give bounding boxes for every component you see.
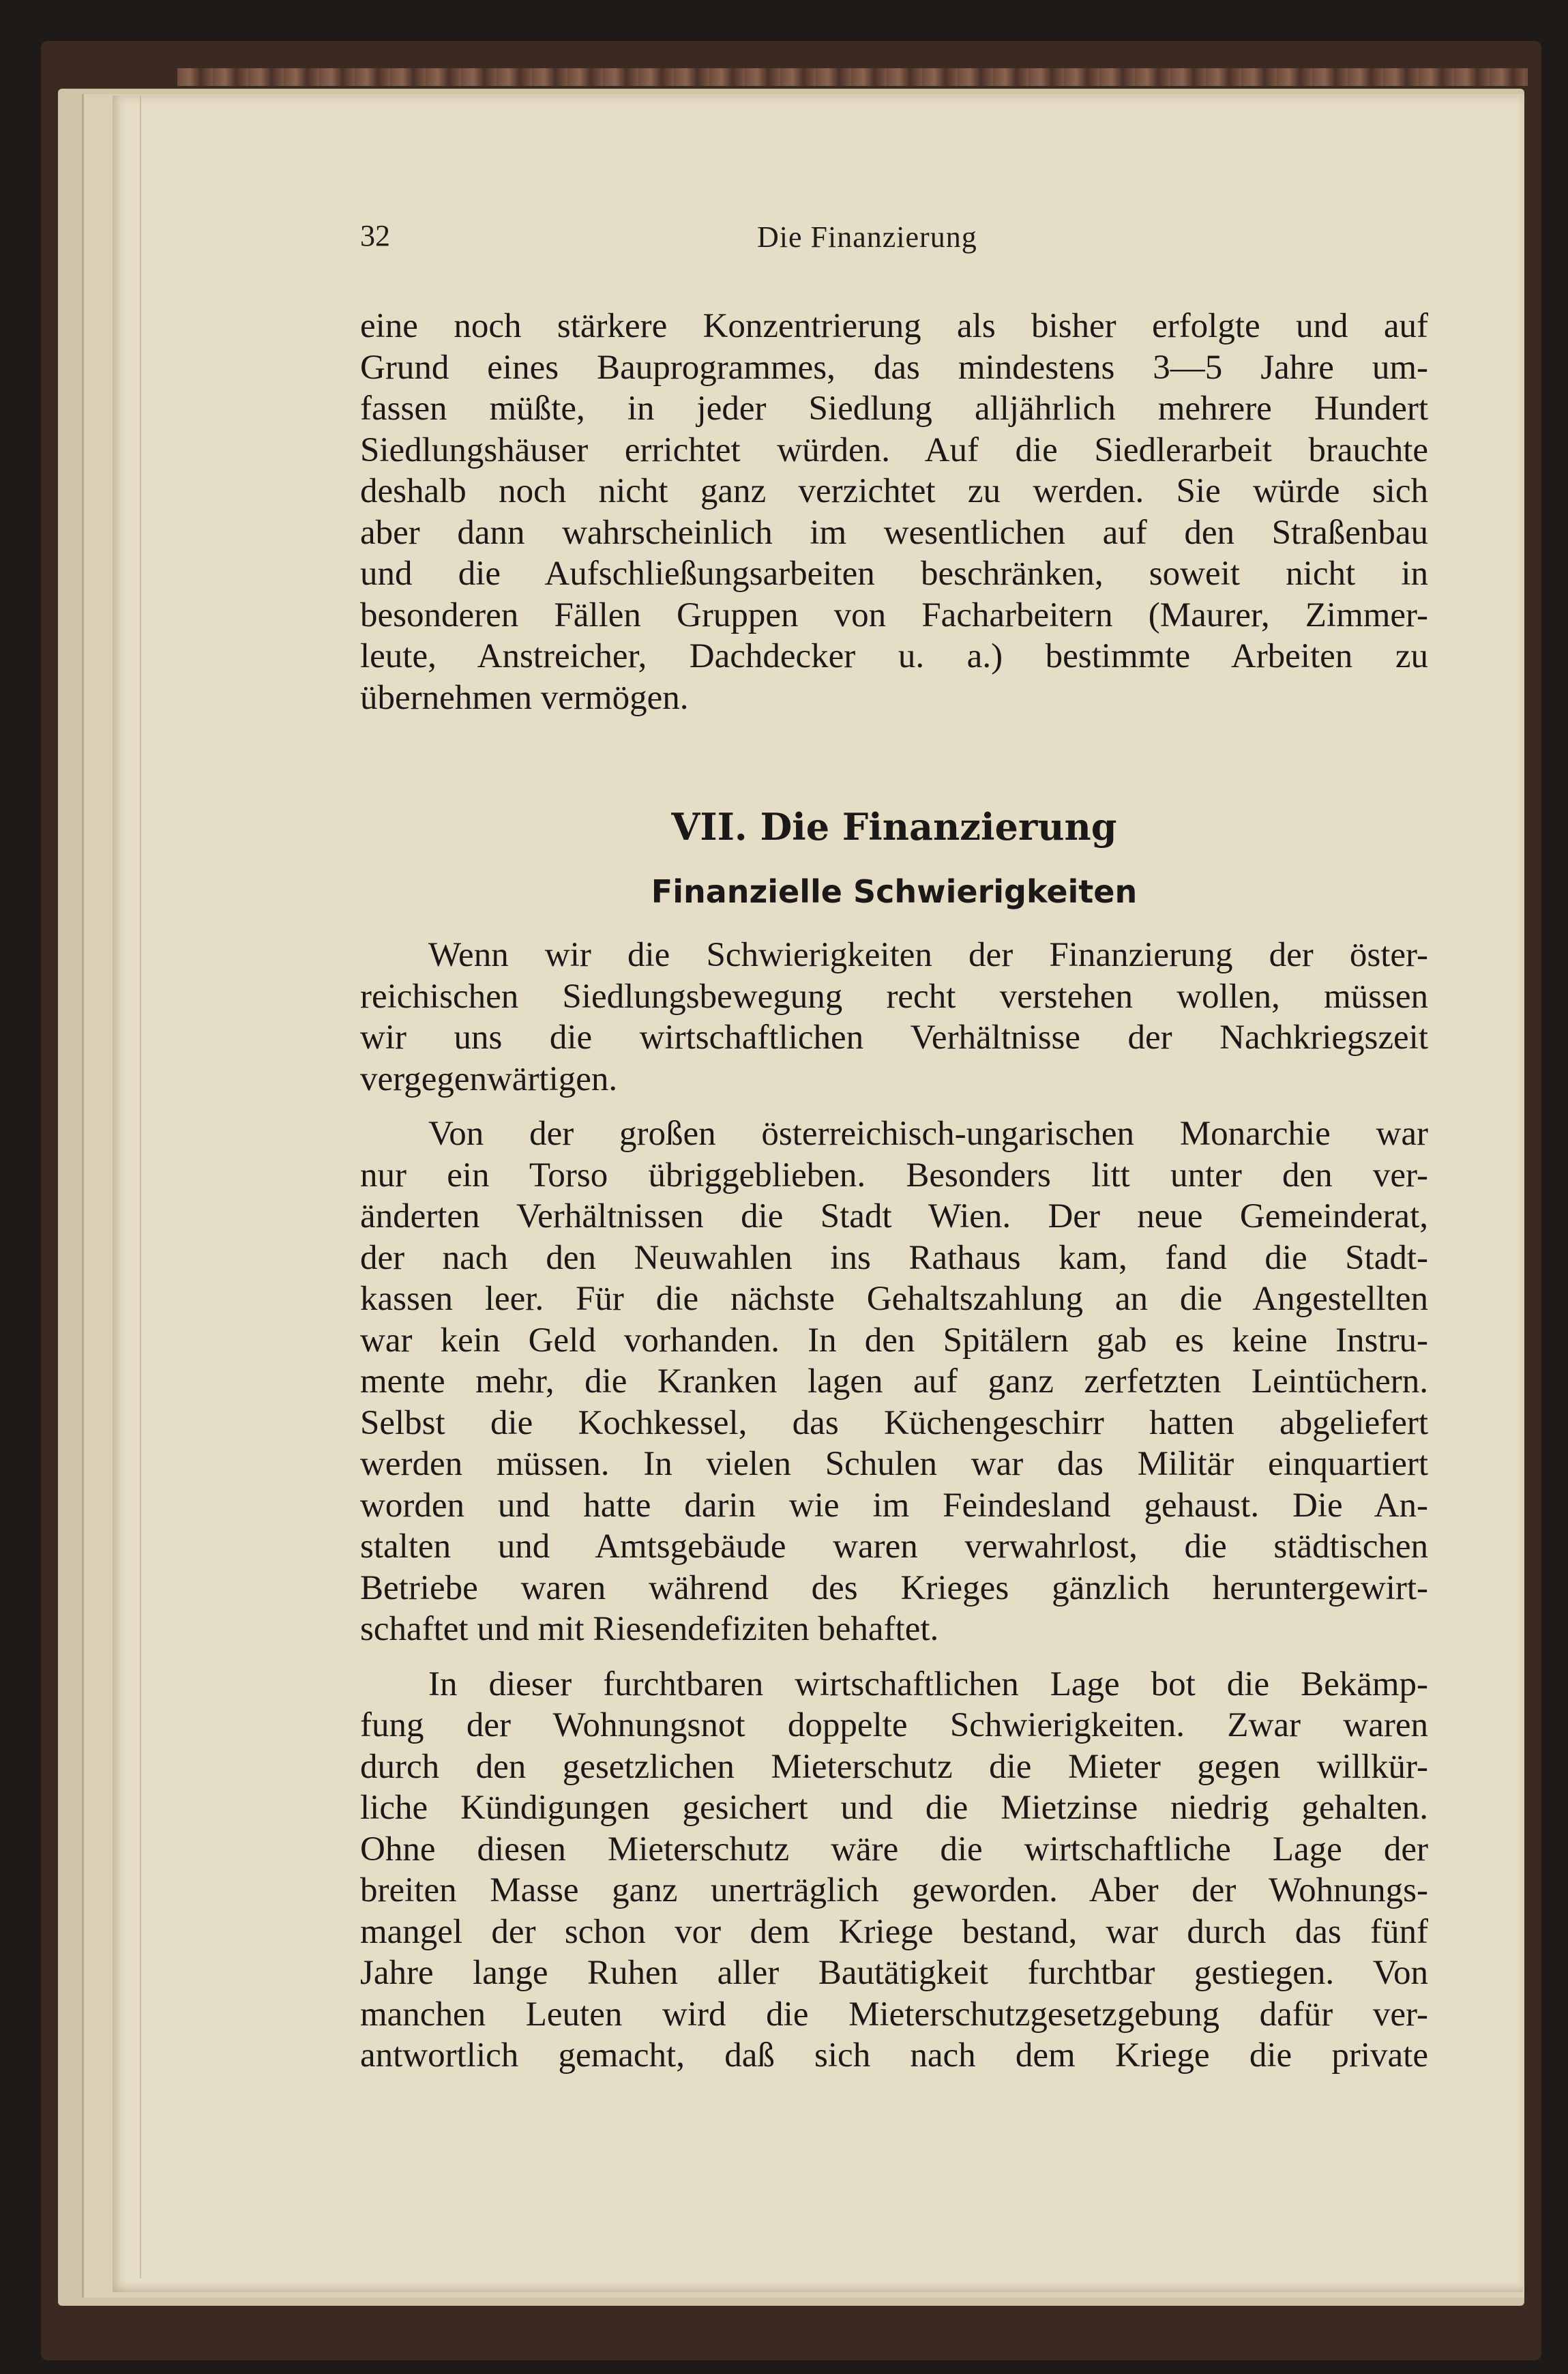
text-line: aber dann wahrscheinlich im wesentlichen auf den Straßenbau	[360, 513, 1428, 552]
text-line: worden und hatte darin wie im Feindesland gehaust. Die An-	[360, 1486, 1428, 1525]
text-line: Siedlungshäuser errichtet würden. Auf die Siedlerarbeit brauchte	[360, 430, 1428, 469]
body-text	[360, 935, 1428, 2077]
text-line: fung der Wohnungsnot doppelte Schwierigkeiten. Zwar waren	[360, 1706, 1428, 1744]
text-line: mangel der schon vor dem Kriege bestand, war durch das fünf	[360, 1912, 1428, 1951]
text-line: In dieser furchtbaren wirtschaftlichen Lage bot die Bekämp-	[428, 1665, 1428, 1703]
running-header-title: Die Finanzierung	[757, 220, 977, 254]
text-line: schaftet und mit Riesendefiziten behaftet.	[360, 1610, 939, 1648]
paragraph-3	[360, 1664, 1428, 2077]
chapter-title: VII. Die Finanzierung	[671, 805, 1117, 849]
text-line: der nach den Neuwahlen ins Rathaus kam, fand die Stadt-	[360, 1238, 1428, 1277]
text-line: fassen müßte, in jeder Siedlung alljährlich mehrere Hundert	[360, 390, 1428, 428]
text-line: deshalb noch nicht ganz verzichtet zu werden. Sie würde sich	[360, 472, 1428, 510]
text-line: reichischen Siedlungsbewegung recht verstehen wollen, müssen	[360, 977, 1428, 1016]
text-line: werden müssen. In vielen Schulen war das Militär einquartiert	[360, 1445, 1428, 1483]
text-line: nur ein Torso übriggeblieben. Besonders litt unter den ver-	[360, 1156, 1428, 1195]
book-binding-edge	[177, 68, 1528, 86]
intro-paragraph	[360, 306, 1428, 718]
text-line: Von der großen österreichisch-ungarischen Monarchie war	[428, 1115, 1428, 1153]
text-line: durch den gesetzlichen Mieterschutz die Mieter gegen willkür-	[360, 1747, 1428, 1786]
text-line: Betriebe waren während des Krieges gänzlich heruntergewirt-	[360, 1568, 1428, 1607]
text-line: liche Kündigungen gesichert und die Mietzinse niedrig gehalten.	[360, 1789, 1428, 1827]
text-line: und die Aufschließungsarbeiten beschränken, soweit nicht in	[360, 555, 1428, 593]
paragraph-2	[360, 1113, 1428, 1650]
text-line: mente mehr, die Kranken lagen auf ganz zerfetzten Leintüchern.	[360, 1362, 1428, 1401]
text-line: änderten Verhältnissen die Stadt Wien. Der neue Gemeinderat,	[360, 1197, 1428, 1235]
page-gutter-line	[140, 96, 141, 2278]
text-line: übernehmen vermögen.	[360, 678, 689, 717]
text-line: vergegenwärtigen.	[360, 1059, 618, 1098]
text-line: leute, Anstreicher, Dachdecker u. a.) bestimmte Arbeiten zu	[360, 637, 1428, 675]
text-line: besonderen Fällen Gruppen von Facharbeitern (Maurer, Zimmer-	[360, 596, 1428, 634]
text-line: Grund eines Bauprogrammes, das mindestens 3—5 Jahre um-	[360, 348, 1428, 387]
text-line: kassen leer. Für die nächste Gehaltszahlung an die Angestellten	[360, 1280, 1428, 1318]
text-line: manchen Leuten wird die Mieterschutzgesetzgebung dafür ver-	[360, 1995, 1428, 2034]
text-line: Jahre lange Ruhen aller Bautätigkeit furchtbar gestiegen. Von	[360, 1954, 1428, 1992]
text-line: antwortlich gemacht, daß sich nach dem Kriege die private	[360, 2036, 1428, 2075]
text-line: eine noch stärkere Konzentrierung als bisher erfolgte und auf	[360, 307, 1428, 345]
text-line: Selbst die Kochkessel, das Küchengeschirr hatten abgeliefert	[360, 1403, 1428, 1442]
text-line: wir uns die wirtschaftlichen Verhältnisse der Nachkriegszeit	[360, 1019, 1428, 1057]
page-number: 32	[360, 219, 390, 252]
text-line: war kein Geld vorhanden. In den Spitälern gab es keine Instru-	[360, 1321, 1428, 1360]
section-title: Finanzielle Schwierigkeiten	[651, 873, 1138, 910]
text-line: Wenn wir die Schwierigkeiten der Finanzierung der öster-	[428, 936, 1428, 974]
text-line: Ohne diesen Mieterschutz wäre die wirtschaftliche Lage der	[360, 1830, 1428, 1869]
paragraph-1	[360, 935, 1428, 1100]
text-line: breiten Masse ganz unerträglich geworden. Aber der Wohnungs-	[360, 1871, 1428, 1909]
text-line: stalten und Amtsgebäude waren verwahrlost, die städtischen	[360, 1527, 1428, 1566]
